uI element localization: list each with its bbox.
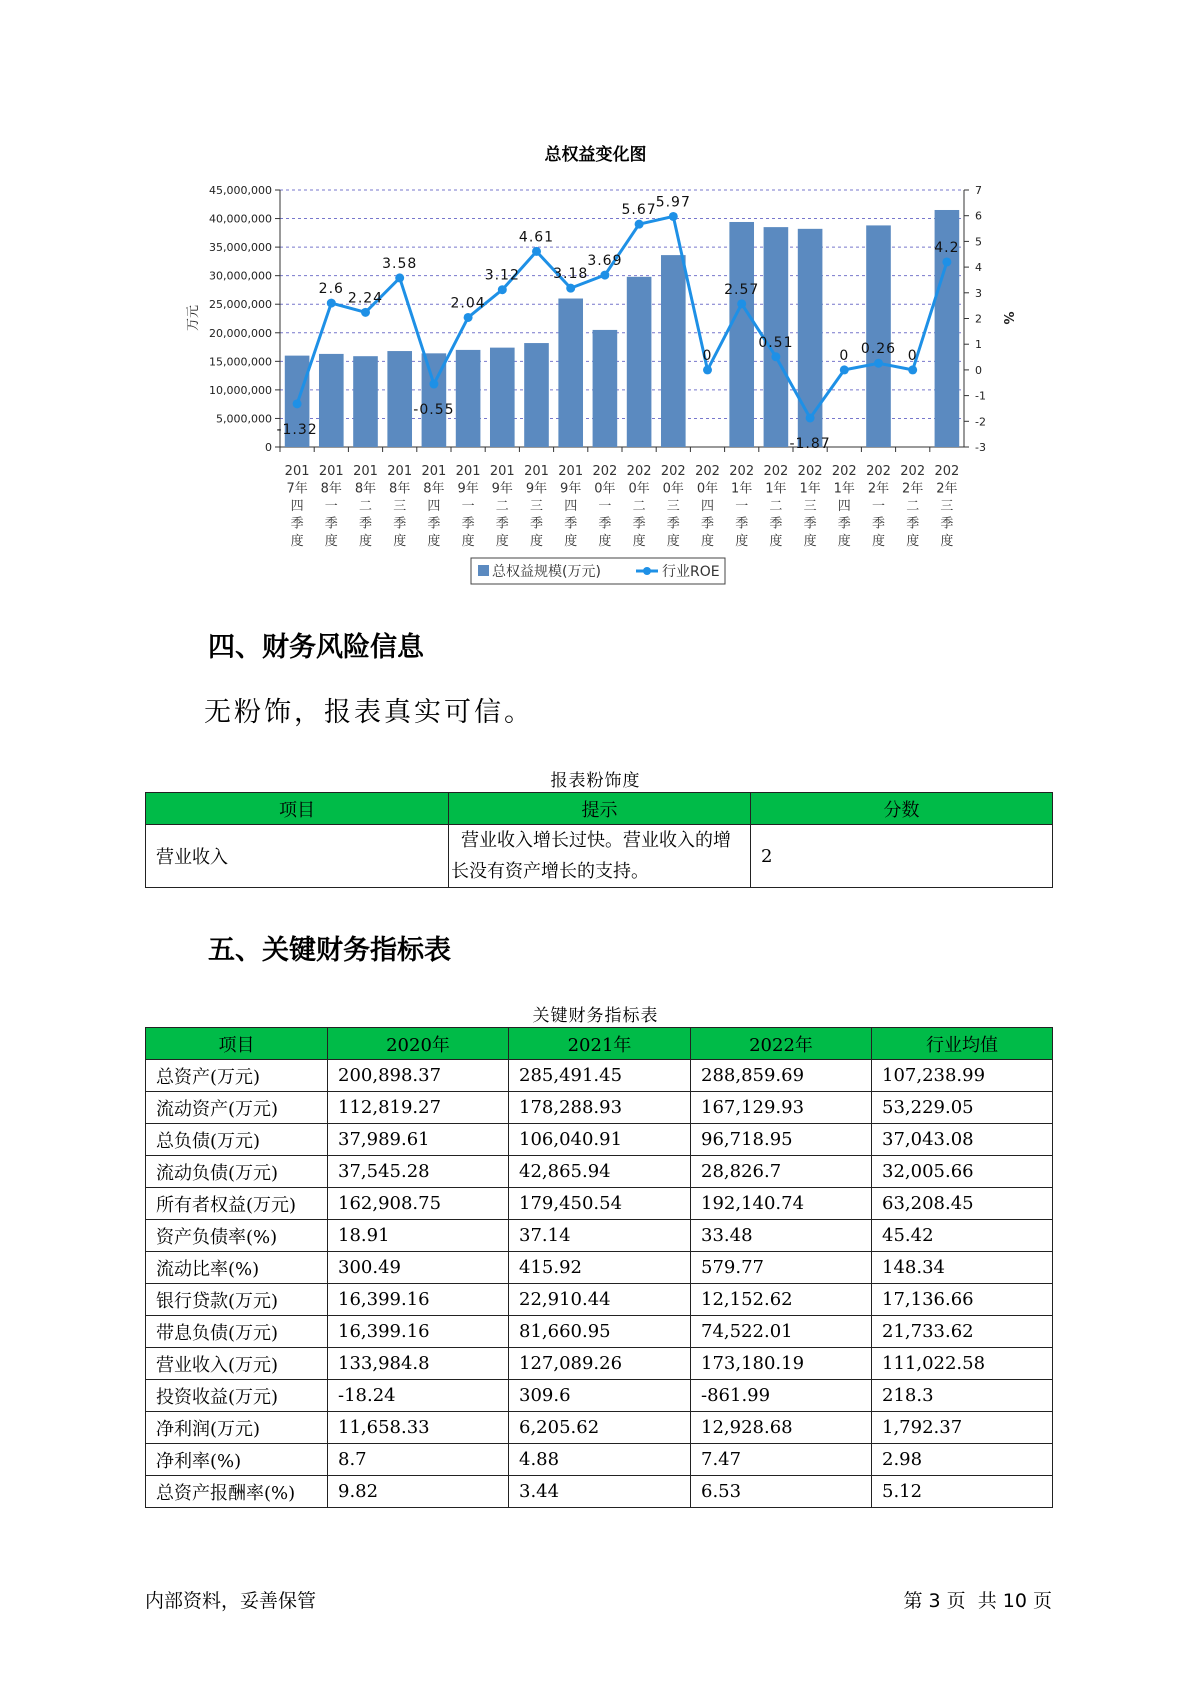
x-tick-label: 2年 [902, 481, 924, 497]
table-row [146, 1124, 1053, 1156]
row-value: 12,152.62 [691, 1284, 872, 1316]
row-value: -18.24 [328, 1380, 509, 1412]
table-row [146, 1444, 1053, 1476]
roe-data-label: 5.97 [655, 194, 691, 211]
bar [490, 348, 515, 447]
roe-point [327, 299, 336, 308]
bar [593, 330, 618, 447]
x-tick-label: 202 [626, 464, 652, 479]
x-tick-label: 201 [421, 464, 447, 479]
x-tick-label: 度 [461, 534, 475, 549]
risk-header-item: 项目 [146, 793, 449, 825]
fin-table-header [146, 1028, 1053, 1060]
roe-data-label: 2.57 [724, 281, 760, 298]
x-tick-label: 201 [524, 464, 549, 479]
x-tick-label: 202 [763, 464, 789, 479]
y2-tick-label: -3 [975, 441, 986, 454]
row-value: 6,205.62 [509, 1412, 691, 1444]
x-tick-label: 202 [695, 464, 720, 479]
x-tick-label: 二 [632, 499, 646, 514]
y2-tick-label: 0 [975, 363, 982, 377]
roe-point [942, 257, 951, 266]
fin-header-3: 2022年 [691, 1028, 872, 1060]
x-tick-label: 一 [735, 499, 749, 514]
x-tick-label: 季 [393, 516, 407, 532]
table-row [146, 1284, 1053, 1316]
fin-header-4: 行业均值 [872, 1028, 1053, 1060]
risk-header-hint: 提示 [449, 793, 751, 825]
roe-data-label: 0.51 [758, 334, 794, 351]
x-tick-label: 季 [940, 516, 954, 532]
y-tick-label: 45,000,000 [209, 184, 272, 197]
row-label: 所有者权益(万元) [146, 1188, 328, 1220]
legend-bar-label: 总权益规模(万元) [492, 564, 601, 580]
roe-data-label: 2.6 [318, 281, 344, 298]
x-tick-label: 202 [900, 464, 926, 479]
x-tick-label: 季 [803, 516, 817, 532]
x-tick-label: 季 [324, 516, 338, 532]
y-tick-label: 20,000,000 [209, 326, 272, 340]
table-row [146, 1188, 1053, 1220]
x-tick-label: 季 [529, 516, 544, 532]
row-value: 16,399.16 [328, 1284, 509, 1316]
row-label: 总资产(万元) [146, 1060, 328, 1092]
x-tick-label: 三 [529, 499, 544, 514]
row-value: 415.92 [509, 1252, 691, 1284]
row-value: 288,859.69 [691, 1060, 872, 1092]
roe-point [566, 284, 575, 293]
x-tick-label: 2年 [936, 481, 958, 497]
x-tick-label: 8年 [423, 481, 445, 497]
x-tick-label: 季 [700, 516, 715, 532]
risk-table [145, 792, 1053, 888]
x-tick-label: 二 [358, 499, 373, 514]
x-tick-label: 季 [735, 516, 749, 532]
row-value: 42,865.94 [509, 1156, 691, 1188]
row-value: 2.98 [872, 1444, 1053, 1476]
x-tick-label: 1年 [765, 481, 787, 497]
x-tick-label: 1年 [731, 481, 753, 497]
x-tick-label: 三 [803, 499, 817, 514]
roe-point [737, 299, 746, 308]
y-tick-label: 0 [265, 441, 272, 454]
x-tick-label: 度 [324, 534, 338, 549]
x-tick-label: 度 [290, 534, 304, 549]
row-label: 投资收益(万元) [146, 1380, 328, 1412]
bar [387, 351, 412, 447]
x-tick-label: 202 [831, 464, 857, 479]
x-tick-label: 7年 [286, 481, 308, 497]
roe-point [361, 308, 370, 317]
roe-point [635, 220, 644, 229]
table-row [146, 825, 1053, 888]
row-value: 192,140.74 [691, 1188, 872, 1220]
footer-left: 内部资料，妥善保管 [145, 1590, 317, 1612]
y2-tick-label: -1 [975, 389, 986, 403]
table-row [146, 1476, 1053, 1508]
row-value: 579.77 [691, 1252, 872, 1284]
table-row [146, 1380, 1053, 1412]
x-tick-label: 8年 [354, 481, 377, 497]
y-axis-title: 万元 [186, 304, 201, 332]
y2-tick-label: 4 [975, 261, 982, 275]
risk-header-score: 分数 [751, 793, 1053, 825]
key-financial-table [145, 1027, 1053, 1508]
y-tick-label: 5,000,000 [216, 412, 272, 426]
x-tick-label: 度 [358, 534, 373, 549]
x-tick-label: 201 [455, 464, 481, 479]
row-value: 74,522.01 [691, 1316, 872, 1348]
roe-data-label: 4.2 [934, 239, 960, 256]
x-tick-label: 度 [564, 534, 578, 549]
x-tick-label: 四 [837, 499, 851, 514]
row-value: 37,043.08 [872, 1124, 1053, 1156]
x-tick-label: 202 [797, 464, 823, 479]
risk-item: 营业收入 [146, 825, 449, 888]
x-tick-label: 201 [353, 464, 378, 479]
x-tick-label: 一 [598, 499, 612, 514]
row-value: 81,660.95 [509, 1316, 691, 1348]
y2-tick-label: 3 [975, 286, 982, 300]
row-value: 173,180.19 [691, 1348, 872, 1380]
roe-data-label: 0.26 [860, 341, 897, 358]
x-tick-label: 度 [529, 534, 544, 549]
bar [866, 225, 891, 447]
x-tick-label: 二 [769, 499, 783, 514]
roe-point [703, 365, 712, 374]
row-value: 53,229.05 [872, 1092, 1053, 1124]
x-tick-label: 三 [940, 499, 954, 514]
x-tick-label: 度 [803, 534, 817, 549]
x-tick-label: 8年 [389, 481, 411, 497]
bar [627, 277, 652, 447]
row-label: 净利率(%) [146, 1444, 328, 1476]
x-tick-label: 季 [871, 516, 886, 532]
x-tick-label: 度 [598, 534, 612, 549]
x-tick-label: 季 [769, 516, 783, 532]
table-row [146, 1316, 1053, 1348]
y2-tick-label: 6 [975, 209, 982, 223]
roe-data-label: 4.61 [518, 229, 555, 246]
x-tick-label: 度 [837, 534, 851, 549]
x-tick-label: 季 [632, 516, 646, 532]
x-tick-label: 0年 [628, 481, 650, 497]
x-tick-label: 季 [358, 516, 373, 532]
x-tick-label: 度 [427, 534, 441, 549]
roe-point [498, 285, 507, 294]
x-tick-label: 0年 [662, 481, 684, 497]
row-value: 5.12 [872, 1476, 1053, 1508]
x-tick-label: 201 [284, 464, 310, 479]
x-tick-label: 9年 [525, 481, 548, 497]
bar [524, 343, 549, 447]
x-tick-label: 二 [906, 499, 920, 514]
row-value: 6.53 [691, 1476, 872, 1508]
row-value: -861.99 [691, 1380, 872, 1412]
roe-data-label: 2.04 [450, 295, 486, 312]
x-tick-label: 度 [700, 534, 715, 549]
table-row [146, 1412, 1053, 1444]
roe-point [395, 273, 404, 282]
row-value: 28,826.7 [691, 1156, 872, 1188]
roe-data-label: 0 [839, 347, 850, 364]
x-tick-label: 度 [735, 534, 749, 549]
bar [558, 299, 583, 447]
x-tick-label: 季 [461, 516, 475, 532]
table-row [146, 1348, 1053, 1380]
x-tick-label: 一 [871, 499, 886, 514]
bar [456, 350, 481, 447]
risk-hint: 营业收入增长过快。营业收入的增长没有资产增长的支持。 [449, 825, 751, 888]
row-value: 162,908.75 [328, 1188, 509, 1220]
row-value: 112,819.27 [328, 1092, 509, 1124]
section4-heading: 四、财务风险信息 [208, 632, 424, 663]
row-value: 16,399.16 [328, 1316, 509, 1348]
row-label: 总负债(万元) [146, 1124, 328, 1156]
legend-bar-swatch [478, 565, 489, 576]
x-tick-label: 度 [906, 534, 920, 549]
roe-point [806, 413, 815, 422]
roe-data-label: 2.24 [347, 290, 384, 307]
x-tick-label: 202 [660, 464, 686, 479]
x-tick-label: 1年 [799, 481, 821, 497]
x-tick-label: 四 [564, 499, 578, 514]
x-tick-label: 度 [940, 534, 954, 549]
table-row [146, 1156, 1053, 1188]
x-tick-label: 季 [666, 516, 680, 532]
x-tick-label: 度 [393, 534, 407, 549]
row-value: 1,792.37 [872, 1412, 1053, 1444]
fin-header-2: 2021年 [509, 1028, 691, 1060]
roe-data-label: -0.55 [413, 402, 455, 419]
row-value: 18.91 [328, 1220, 509, 1252]
y2-tick-label: -2 [975, 415, 986, 429]
roe-data-label: 3.12 [484, 267, 520, 284]
roe-point [464, 313, 473, 322]
y-tick-label: 15,000,000 [209, 355, 272, 369]
y-tick-label: 35,000,000 [209, 241, 272, 255]
x-tick-label: 季 [495, 516, 509, 532]
bar [353, 356, 378, 447]
y-tick-label: 10,000,000 [209, 383, 272, 397]
row-value: 37.14 [509, 1220, 691, 1252]
y2-tick-label: 2 [975, 312, 982, 326]
y-tick-label: 40,000,000 [209, 212, 272, 226]
row-value: 107,238.99 [872, 1060, 1053, 1092]
x-tick-label: 三 [393, 499, 407, 514]
row-value: 179,450.54 [509, 1188, 691, 1220]
row-value: 3.44 [509, 1476, 691, 1508]
y-tick-label: 25,000,000 [209, 298, 272, 312]
table-row [146, 1220, 1053, 1252]
roe-point [874, 359, 883, 368]
row-value: 33.48 [691, 1220, 872, 1252]
risk-table-header [146, 793, 1053, 825]
roe-data-label: 0 [907, 347, 918, 364]
roe-data-label: 3.58 [382, 255, 418, 272]
roe-point [669, 212, 678, 221]
section4-text: 无粉饰，报表真实可信。 [204, 697, 534, 728]
x-tick-label: 2年 [867, 481, 890, 497]
roe-data-label: 3.18 [553, 266, 589, 283]
row-value: 21,733.62 [872, 1316, 1053, 1348]
row-value: 37,989.61 [328, 1124, 509, 1156]
legend-line-marker [643, 567, 651, 575]
x-tick-label: 201 [489, 464, 515, 479]
x-tick-label: 季 [564, 516, 578, 532]
roe-data-label: 0 [702, 347, 713, 364]
row-value: 218.3 [872, 1380, 1053, 1412]
row-value: 111,022.58 [872, 1348, 1053, 1380]
x-tick-label: 202 [729, 464, 755, 479]
row-label: 营业收入(万元) [146, 1348, 328, 1380]
row-value: 127,089.26 [509, 1348, 691, 1380]
x-tick-label: 201 [558, 464, 584, 479]
roe-point [840, 365, 849, 374]
row-value: 12,928.68 [691, 1412, 872, 1444]
row-value: 4.88 [509, 1444, 691, 1476]
row-value: 22,910.44 [509, 1284, 691, 1316]
roe-data-label: -1.32 [276, 421, 318, 438]
row-value: 148.34 [872, 1252, 1053, 1284]
row-value: 106,040.91 [509, 1124, 691, 1156]
bar [319, 354, 344, 447]
x-tick-label: 一 [461, 499, 475, 514]
row-label: 资产负债率(%) [146, 1220, 328, 1252]
x-tick-label: 9年 [491, 481, 513, 497]
x-tick-label: 9年 [560, 481, 582, 497]
table-row [146, 1060, 1053, 1092]
roe-point [771, 352, 780, 361]
risk-score: 2 [751, 825, 1053, 888]
roe-data-label: 3.69 [587, 253, 623, 270]
row-value: 7.47 [691, 1444, 872, 1476]
footer-page-number: 第 3 页 共 10 页 [903, 1590, 1052, 1612]
bar [661, 255, 686, 447]
row-value: 11,658.33 [328, 1412, 509, 1444]
x-tick-label: 季 [837, 516, 851, 532]
row-value: 300.49 [328, 1252, 509, 1284]
row-value: 8.7 [328, 1444, 509, 1476]
x-tick-label: 季 [598, 516, 612, 532]
x-tick-label: 9年 [457, 481, 479, 497]
y-tick-label: 30,000,000 [209, 269, 272, 283]
x-tick-label: 202 [592, 464, 618, 479]
row-value: 309.6 [509, 1380, 691, 1412]
x-tick-label: 四 [427, 499, 441, 514]
row-value: 167,129.93 [691, 1092, 872, 1124]
row-value: 17,136.66 [872, 1284, 1053, 1316]
legend-line-label: 行业ROE [662, 564, 720, 580]
row-label: 银行贷款(万元) [146, 1284, 328, 1316]
roe-point [293, 399, 302, 408]
row-value: 200,898.37 [328, 1060, 509, 1092]
row-value: 45.42 [872, 1220, 1053, 1252]
x-tick-label: 度 [871, 534, 886, 549]
x-tick-label: 一 [324, 499, 338, 514]
row-label: 流动资产(万元) [146, 1092, 328, 1124]
row-value: 32,005.66 [872, 1156, 1053, 1188]
x-tick-label: 二 [495, 499, 509, 514]
x-tick-label: 三 [666, 499, 680, 514]
row-label: 带息负债(万元) [146, 1316, 328, 1348]
row-value: 285,491.45 [509, 1060, 691, 1092]
roe-point [532, 247, 541, 256]
x-tick-label: 度 [769, 534, 783, 549]
row-value: 178,288.93 [509, 1092, 691, 1124]
chart-title: 总权益变化图 [544, 145, 647, 165]
x-tick-label: 202 [866, 464, 891, 479]
table-row [146, 1252, 1053, 1284]
x-tick-label: 0年 [696, 481, 719, 497]
risk-table-caption: 报表粉饰度 [550, 771, 641, 791]
row-label: 净利润(万元) [146, 1412, 328, 1444]
x-tick-label: 季 [290, 516, 304, 532]
x-tick-label: 四 [700, 499, 715, 514]
x-tick-label: 1年 [833, 481, 855, 497]
row-value: 37,545.28 [328, 1156, 509, 1188]
y2-tick-label: 1 [975, 338, 982, 352]
equity-chart [0, 0, 1191, 600]
row-label: 流动比率(%) [146, 1252, 328, 1284]
x-tick-label: 0年 [594, 481, 616, 497]
x-tick-label: 8年 [320, 481, 342, 497]
x-tick-label: 度 [495, 534, 509, 549]
y2-tick-label: 5 [975, 235, 982, 249]
row-value: 9.82 [328, 1476, 509, 1508]
row-label: 总资产报酬率(%) [146, 1476, 328, 1508]
fin-header-0: 项目 [146, 1028, 328, 1060]
x-tick-label: 季 [906, 516, 920, 532]
y2-tick-label: 7 [975, 184, 982, 197]
section5-heading: 五、关键财务指标表 [208, 935, 451, 966]
roe-data-label: -1.87 [789, 435, 831, 452]
roe-point [600, 271, 609, 280]
x-tick-label: 202 [934, 464, 960, 479]
row-label: 流动负债(万元) [146, 1156, 328, 1188]
table-row [146, 1092, 1053, 1124]
roe-point [908, 365, 917, 374]
row-value: 133,984.8 [328, 1348, 509, 1380]
fin-header-1: 2020年 [328, 1028, 509, 1060]
fin-table-caption: 关键财务指标表 [532, 1006, 659, 1026]
roe-data-label: 5.67 [621, 202, 657, 219]
x-tick-label: 度 [632, 534, 646, 549]
x-tick-label: 201 [318, 464, 344, 479]
bar [729, 222, 754, 447]
row-value: 96,718.95 [691, 1124, 872, 1156]
x-tick-label: 季 [427, 516, 441, 532]
x-tick-label: 四 [290, 499, 304, 514]
roe-point [429, 380, 438, 389]
row-value: 63,208.45 [872, 1188, 1053, 1220]
x-tick-label: 201 [387, 464, 413, 479]
x-tick-label: 度 [666, 534, 680, 549]
y2-axis-title: % [1000, 311, 1015, 325]
